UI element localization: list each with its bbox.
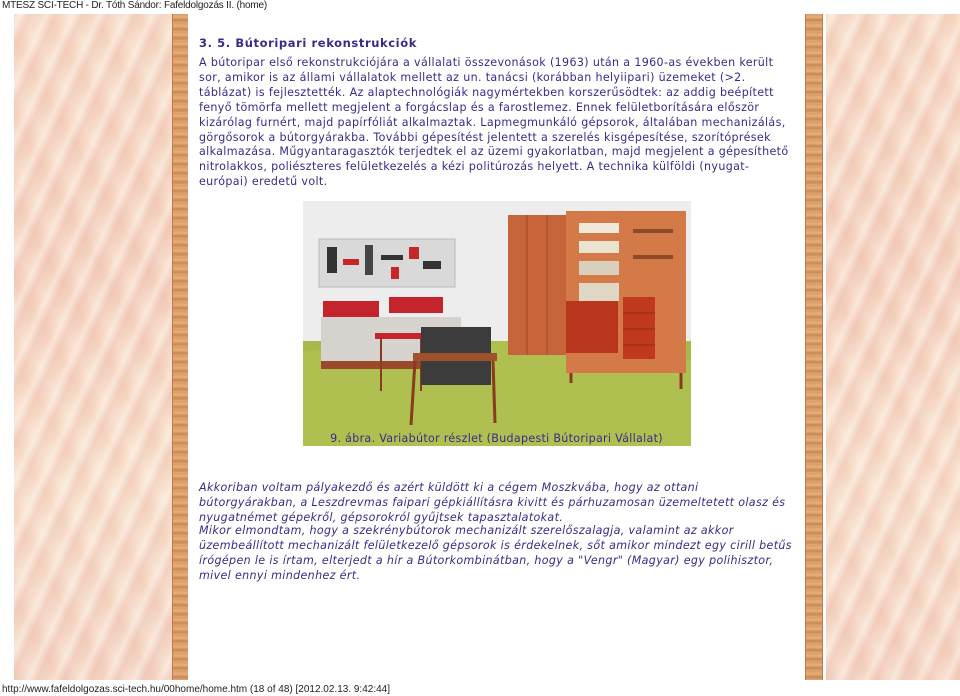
furniture-photo bbox=[303, 201, 691, 446]
page-header: MTESZ SCI-TECH - Dr. Tóth Sándor: Fafeldolgozás II. (home) bbox=[2, 0, 267, 11]
page-footer-url: http://www.fafeldolgozas.sci-tech.hu/00home/home.htm (18 of 48) [2012.02.13. 9:42:44] bbox=[2, 684, 391, 695]
left-wood-panel bbox=[14, 14, 172, 680]
right-wood-panel bbox=[826, 14, 960, 680]
paragraph-moscow: Akkoriban voltam pályakezdő és azért küldött ki a cégem Moszkvába, hogy az ottani bútorgyárakban, a Leszdrevmas faipari gépkiállításra kivitt és párhuzamosan üzemeltetett olasz és nyugatnémet gépekről, gépsorokról gyűjtsek tapasztalatokat. bbox=[199, 481, 786, 524]
section-title: 3. 5. Bútoripari rekonstrukciók bbox=[199, 36, 417, 50]
figure-caption: 9. ábra. Variabútor részlet (Budapesti Bútoripari Vállalat) bbox=[330, 432, 663, 445]
document-content bbox=[188, 14, 805, 680]
paragraph-polyhistor: Mikor elmondtam, hogy a szekrénybútorok mechanizált szerelőszalagja, valamint az akkor üzembeállított mechanizált felületkezelő gépsorok is érdekelnek, sőt amikor mindezt egy cirill betűs írógépen le is írtam, elterjedt a hír a Bútorkombinátban, hogy a "Vengr" (Magyar) egy polihisztor, mivel ennyi mindenhez ért. bbox=[199, 524, 792, 582]
paragraph-intro: A bútoripar első rekonstrukciójára a vállalati összevonások (1963) után a 1960-as években került sor, amikor is az állami vállalatok mellett az un. tanácsi (korábban helyiipari) üzemeket (>2. táblázat) is fejlesztették. Az alaptechnológiák nagymértekben korszerűsödtek: az addig beépített fenyő tömörfa mellett megjelent a forgácslap és a farostlemez. Ennek felületborítására először kizárólag furnért, majd papírfóliát alkalmaztak. Lapmegmunkáló gépsorok, általában mechanizálás, görgősorok a bútorgyárakba. További gépesítést jelentett a szerelés kisgépesítése, szorítóprések alkalmazása. Műgyantaragasztók terjedtek el az üzemi gyakorlatban, majd megjelent a gépesíthető nitrolakkos, poliészteres felületkezelés a kézi politúrozás helyett. A technika külföldi (nyugat-európai) eredetű volt. bbox=[199, 56, 789, 189]
right-wood-edge bbox=[805, 14, 823, 680]
